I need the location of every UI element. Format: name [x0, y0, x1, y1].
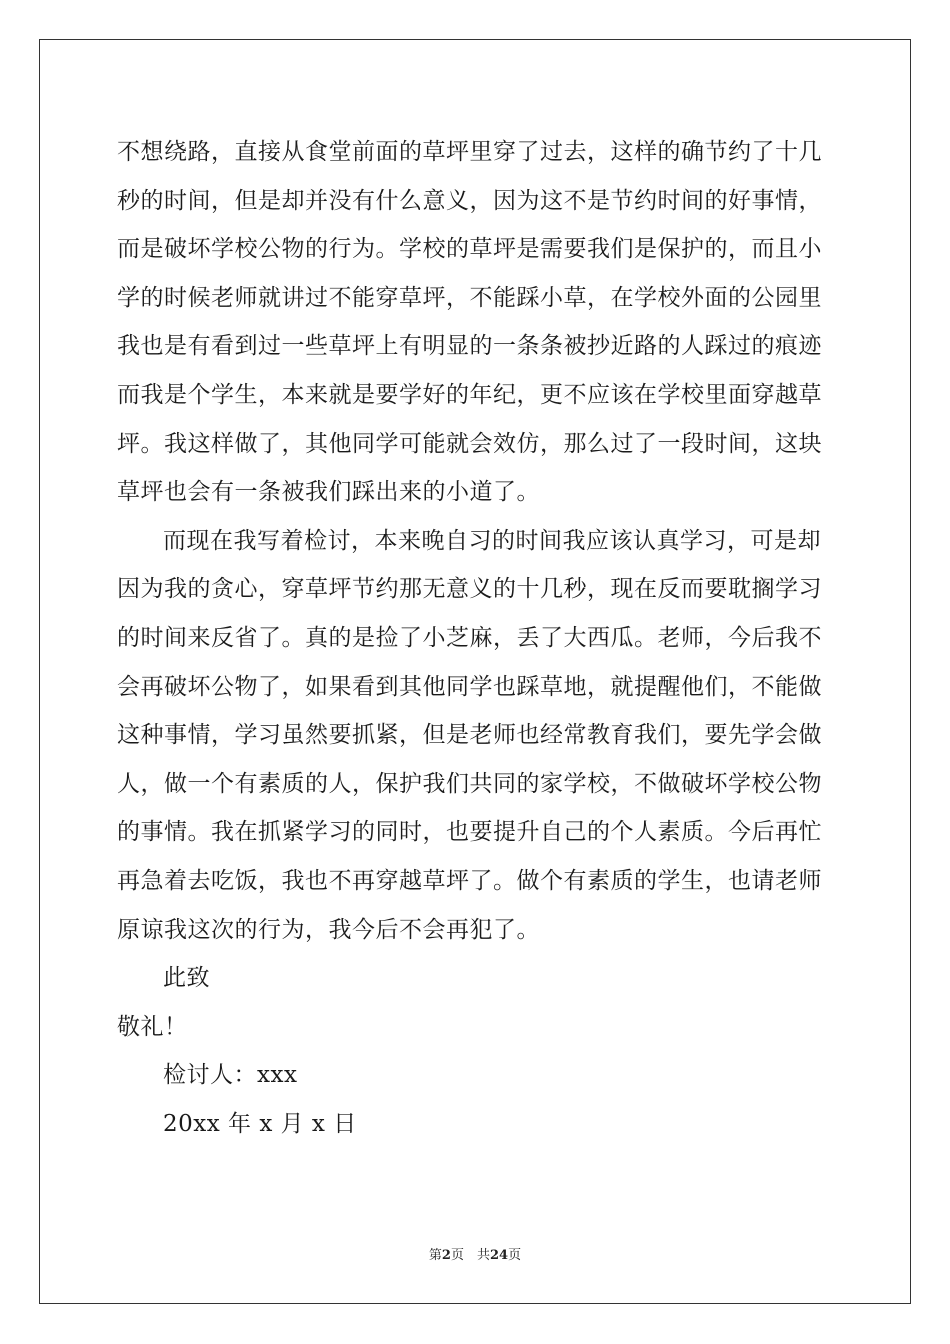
salute: 敬礼！	[117, 1013, 188, 1040]
page-suffix: 页	[508, 1248, 522, 1263]
date: 20xx 年 x 月 x 日	[163, 1110, 357, 1137]
signature: 检讨人：xxx	[163, 1062, 298, 1089]
text-line: 这种事情，学习虽然要抓紧，但是老师也经常教育我们，要先学会做	[117, 722, 822, 749]
text-line: 我也是有看到过一些草坪上有明显的一条条被抄近路的人踩过的痕迹	[117, 333, 822, 360]
text-line: 而我是个学生，本来就是要学好的年纪，更不应该在学校里面穿越草	[117, 381, 822, 408]
page-footer	[0, 1244, 950, 1263]
text-line: 会再破坏公物了，如果看到其他同学也踩草地，就提醒他们，不能做	[117, 673, 822, 700]
text-line: 的事情。我在抓紧学习的同时，也要提升自己的个人素质。今后再忙	[117, 819, 822, 846]
text-line: 的时间来反省了。真的是捡了小芝麻，丢了大西瓜。老师，今后我不	[117, 624, 822, 651]
text-line: 再急着去吃饭，我也不再穿越草坪了。做个有素质的学生，也请老师	[117, 867, 822, 894]
page-mid: 页 共	[450, 1248, 490, 1263]
text-line: 坪。我这样做了，其他同学可能就会效仿，那么过了一段时间，这块	[117, 430, 822, 457]
text-line: 秒的时间，但是却并没有什么意义，因为这不是节约时间的好事情，	[117, 187, 822, 214]
text-line: 因为我的贪心，穿草坪节约那无意义的十几秒，现在反而要耽搁学习	[117, 576, 822, 603]
text-line: 而是破坏学校公物的行为。学校的草坪是需要我们是保护的，而且小	[117, 236, 822, 263]
text-line: 学的时候老师就讲过不能穿草坪，不能踩小草，在学校外面的公园里	[117, 284, 822, 311]
text-line: 人，做一个有素质的人，保护我们共同的家学校，不做破坏学校公物	[117, 770, 822, 797]
letter-body	[117, 128, 837, 1148]
page-prefix: 第	[428, 1248, 442, 1263]
text-line: 原谅我这次的行为，我今后不会再犯了。	[117, 916, 540, 943]
page-total: 24	[489, 1248, 509, 1263]
closing-greeting: 此致	[163, 965, 210, 992]
text-line: 不想绕路，直接从食堂前面的草坪里穿了过去，这样的确节约了十几	[117, 139, 822, 165]
text-line: 草坪也会有一条被我们踩出来的小道了。	[117, 479, 540, 506]
paragraph-start-line: 而现在我写着检讨，本来晚自习的时间我应该认真学习，可是却	[163, 527, 821, 554]
page-current: 2	[441, 1248, 451, 1263]
